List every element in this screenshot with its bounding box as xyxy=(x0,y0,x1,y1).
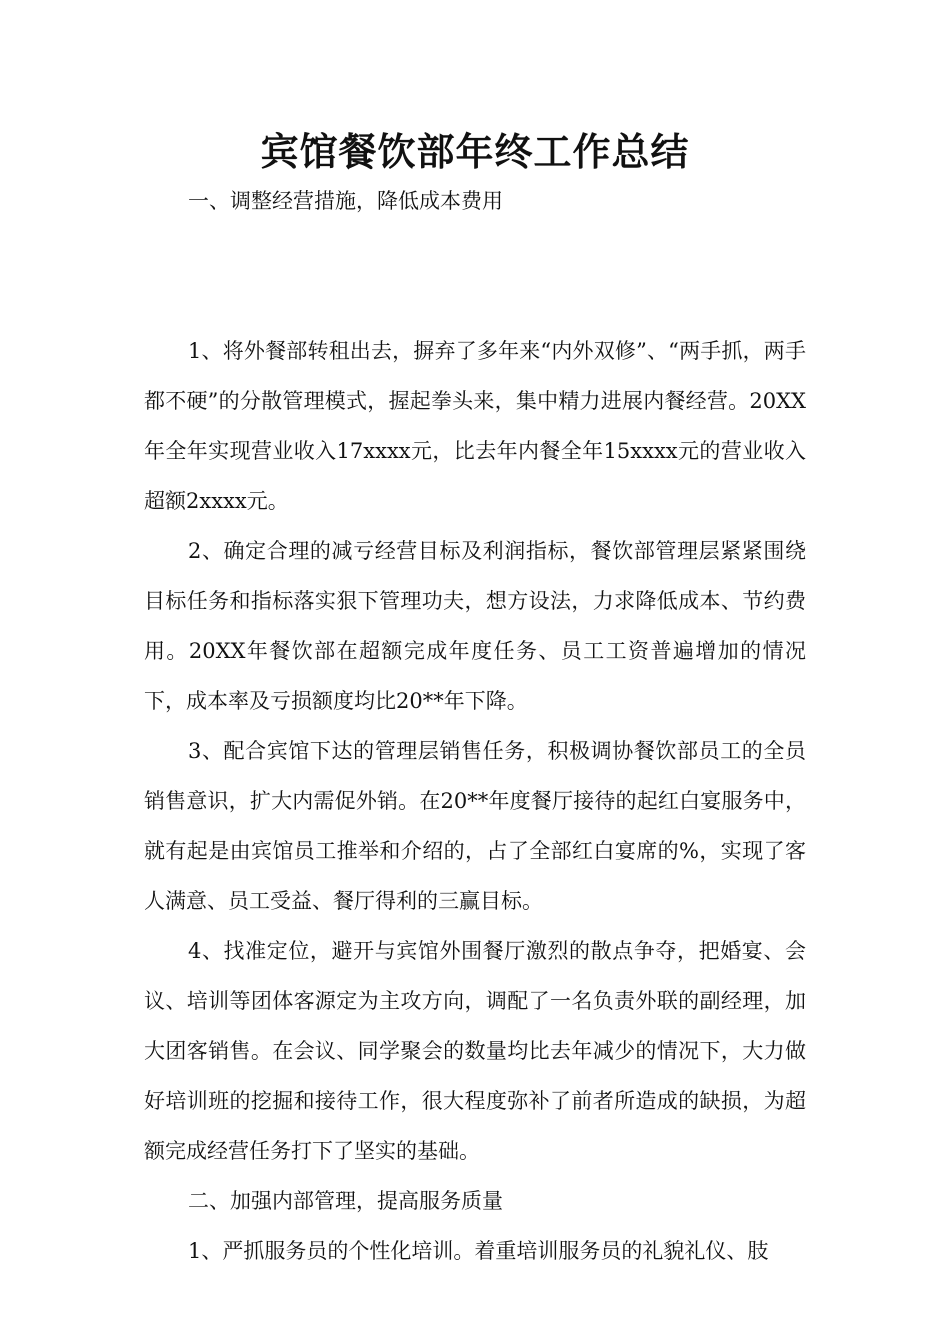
paragraph-1-2: 2、确定合理的减亏经营目标及利润指标，餐饮部管理层紧紧围绕目标任务和指标落实狠下管理功夫，想方设法，力求降低成本、节约费用。20XX年餐饮部在超额完成年度任务、员工工资普遍增加的情况下，成本率及亏损额度均比20**年下降。 xyxy=(144,539,806,713)
document-title: 宾馆餐饮部年终工作总结 xyxy=(260,130,690,174)
section-heading-2: 二、加强内部管理，提高服务质量 xyxy=(188,1189,503,1213)
paragraph-1-1: 1、将外餐部转租出去，摒弃了多年来“内外双修”、“两手抓，两手都不硬”的分散管理模式，握起拳头来，集中精力进展内餐经营。20XX年全年实现营业收入17xxxx元，比去年内餐全年15xxxx元的营业收入超额2xxxx元。 xyxy=(144,339,806,513)
blank-space xyxy=(144,226,806,326)
paragraph-1-4: 4、找准定位，避开与宾馆外围餐厅激烈的散点争夺，把婚宴、会议、培训等团体客源定为主攻方向，调配了一名负责外联的副经理，加大团客销售。在会议、同学聚会的数量均比去年减少的情况下，大力做好培训班的挖掘和接待工作，很大程度弥补了前者所造成的缺损，为超额完成经营任务打下了坚实的基础。 xyxy=(144,939,806,1163)
paragraph-1-3: 3、配合宾馆下达的管理层销售任务，积极调协餐饮部员工的全员销售意识，扩大内需促外销。在20**年度餐厅接待的起红白宴服务中，就有起是由宾馆员工推举和介绍的，占了全部红白宴席的%，实现了客人满意、员工受益、餐厅得利的三赢目标。 xyxy=(144,739,806,913)
section-heading-1: 一、调整经营措施，降低成本费用 xyxy=(188,189,503,213)
document-body xyxy=(144,176,806,1276)
paragraph-2-1: 1、严抓服务员的个性化培训。着重培训服务员的礼貌礼仪、肢 xyxy=(188,1239,769,1263)
